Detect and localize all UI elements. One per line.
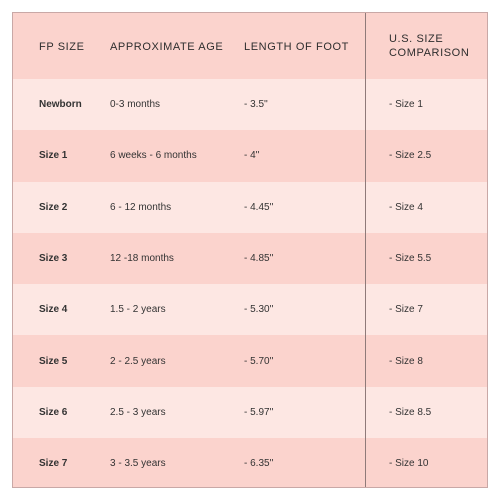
foot-length-cell: - 3.5'' [244, 99, 268, 111]
header-us-size-line1: U.S. SIZE [389, 33, 444, 45]
us-size-cell: - Size 2.5 [389, 150, 432, 162]
us-size-cell: - Size 7 [389, 304, 423, 316]
foot-length-cell: - 5.30'' [244, 304, 274, 316]
age-cell: 1.5 - 2 years [110, 304, 166, 316]
age-cell: 2.5 - 3 years [110, 406, 166, 418]
fp-size-cell: Newborn [39, 99, 82, 111]
foot-length-cell: - 4.85'' [244, 253, 274, 265]
size-chart-table [12, 12, 488, 488]
table-row [13, 335, 487, 386]
us-size-cell: - Size 1 [389, 99, 423, 111]
table-row [13, 284, 487, 335]
foot-length-cell: - 6.35'' [244, 458, 274, 470]
column-divider [365, 13, 366, 487]
fp-size-cell: Size 5 [39, 355, 68, 367]
age-cell: 0-3 months [110, 99, 161, 111]
age-cell: 12 -18 months [110, 253, 174, 265]
us-size-cell: - Size 4 [389, 201, 423, 213]
header-us-size-comparison [389, 13, 485, 79]
foot-length-cell: - 4'' [244, 150, 260, 162]
fp-size-cell: Size 2 [39, 201, 68, 213]
foot-length-cell: - 5.97'' [244, 406, 274, 418]
us-size-cell: - Size 10 [389, 458, 429, 470]
age-cell: 6 - 12 months [110, 201, 172, 213]
table-row [13, 182, 487, 233]
foot-length-cell: - 5.70'' [244, 355, 274, 367]
foot-length-cell: - 4.45'' [244, 201, 274, 213]
us-size-cell: - Size 8 [389, 355, 423, 367]
header-approximate-age: APPROXIMATE AGE [110, 41, 224, 53]
age-cell: 3 - 3.5 years [110, 458, 166, 470]
header-fp-size: FP SIZE [39, 41, 85, 53]
header-length-of-foot: LENGTH OF FOOT [244, 41, 349, 53]
us-size-cell: - Size 8.5 [389, 406, 432, 418]
table-row [13, 233, 487, 284]
table-row [13, 79, 487, 130]
fp-size-cell: Size 1 [39, 150, 68, 162]
age-cell: 6 weeks - 6 months [110, 150, 197, 162]
table-row [13, 130, 487, 181]
table-row [13, 438, 487, 488]
table-header-row [13, 13, 487, 79]
fp-size-cell: Size 7 [39, 458, 68, 470]
fp-size-cell: Size 4 [39, 304, 68, 316]
header-us-size-line2: COMPARISON [389, 47, 470, 59]
table-row [13, 387, 487, 438]
age-cell: 2 - 2.5 years [110, 355, 166, 367]
us-size-cell: - Size 5.5 [389, 253, 432, 265]
fp-size-cell: Size 6 [39, 406, 68, 418]
fp-size-cell: Size 3 [39, 253, 68, 265]
